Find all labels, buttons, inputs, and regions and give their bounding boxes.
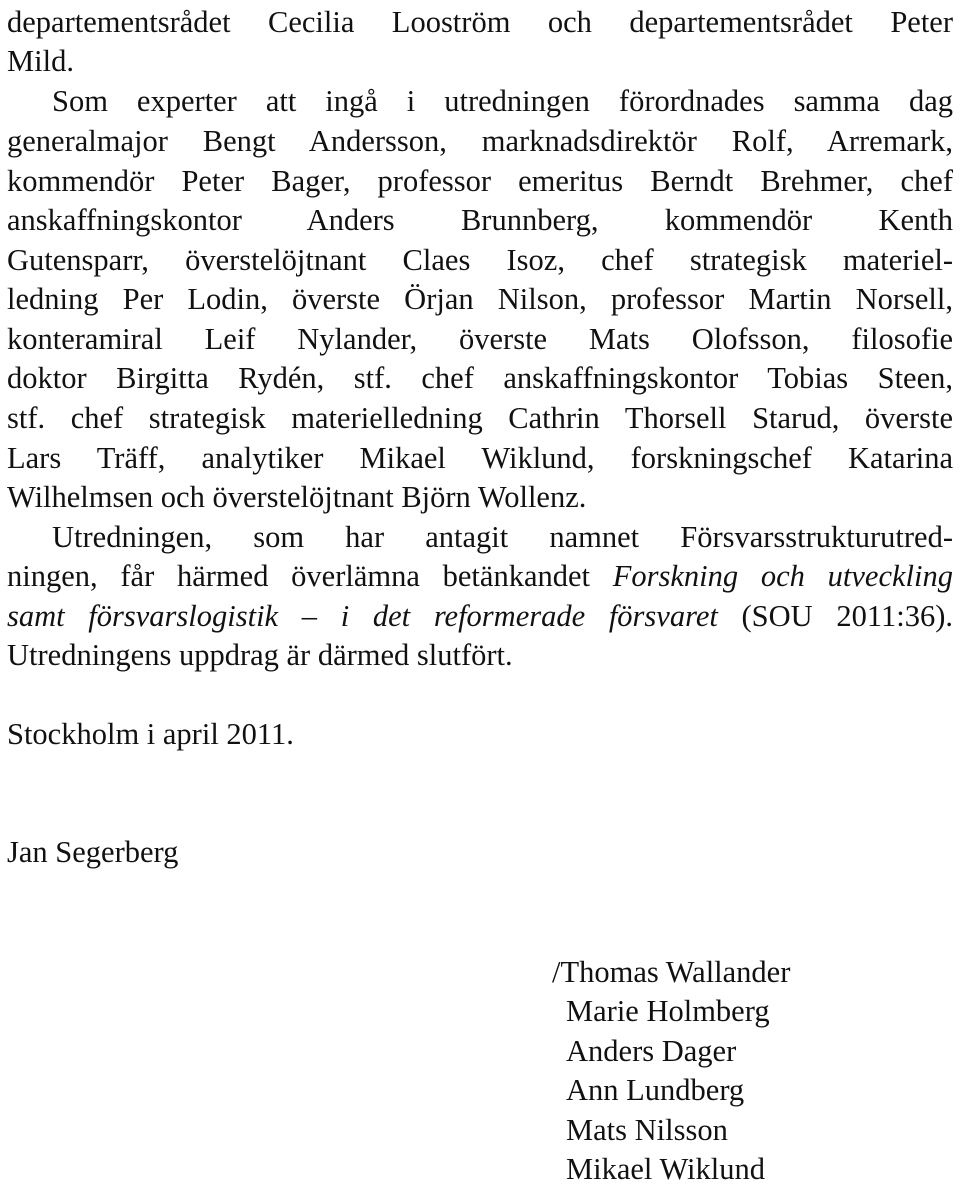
co-signatory-4: Ann Lundberg <box>566 1073 745 1107</box>
paragraph-2-line-8: doktor Birgitta Rydén, stf. chef anskaffningskontor Tobias Steen, <box>7 361 953 395</box>
report-title-part-1: Forskning och utveckling <box>612 559 953 593</box>
paragraph-2-line-3: kommendör Peter Bager, professor emeritus Berndt Brehmer, chef <box>7 164 953 198</box>
paragraph-2-line-11: Wilhelmsen och överstelöjtnant Björn Wollenz. <box>7 480 587 514</box>
co-signatory-3: Anders Dager <box>566 1034 737 1068</box>
paragraph-3-line-4: Utredningens uppdrag är därmed slutfört. <box>7 638 513 672</box>
paragraph-1-line-1: departementsrådet Cecilia Looström och departementsrådet Peter <box>7 5 953 39</box>
paragraph-1-line-2: Mild. <box>7 44 74 78</box>
report-title-part-2: samt försvarslogistik – i det reformerade försvaret <box>7 599 718 633</box>
co-signatory-6: Mikael Wiklund <box>566 1152 765 1186</box>
co-signatory-5: Mats Nilsson <box>566 1113 728 1147</box>
signatory-name: Jan Segerberg <box>7 835 179 869</box>
co-signatory-1: /Thomas Wallander <box>552 955 791 989</box>
paragraph-3-line-3 <box>7 596 953 636</box>
co-signatory-2: Marie Holmberg <box>566 994 770 1028</box>
paragraph-2-line-5: Gutensparr, överstelöjtnant Claes Isoz, chef strategisk materiel- <box>7 243 953 277</box>
paragraph-2-line-4: anskaffningskontor Anders Brunnberg, kommendör Kenth <box>7 203 953 237</box>
paragraph-3-line-2-text: ningen, får härmed överlämna betänkandet <box>7 559 613 593</box>
paragraph-2-line-10: Lars Träff, analytiker Mikael Wiklund, forskningschef Katarina <box>7 441 953 475</box>
paragraph-2-line-7: konteramiral Leif Nylander, överste Mats Olofsson, filosofie <box>7 322 953 356</box>
paragraph-3-line-2 <box>7 556 953 596</box>
report-reference: (SOU 2011:36). <box>717 599 954 633</box>
paragraph-2-line-2: generalmajor Bengt Andersson, marknadsdirektör Rolf, Arremark, <box>7 124 953 158</box>
paragraph-3-line-1: Utredningen, som har antagit namnet Försvarsstrukturutred- <box>52 520 953 554</box>
paragraph-2-line-9: stf. chef strategisk materielledning Cathrin Thorsell Starud, överste <box>7 401 953 435</box>
paragraph-2-line-6: ledning Per Lodin, överste Örjan Nilson, professor Martin Norsell, <box>7 282 953 316</box>
paragraph-2-line-1: Som experter att ingå i utredningen förordnades samma dag <box>52 84 953 118</box>
place-date: Stockholm i april 2011. <box>7 717 294 751</box>
